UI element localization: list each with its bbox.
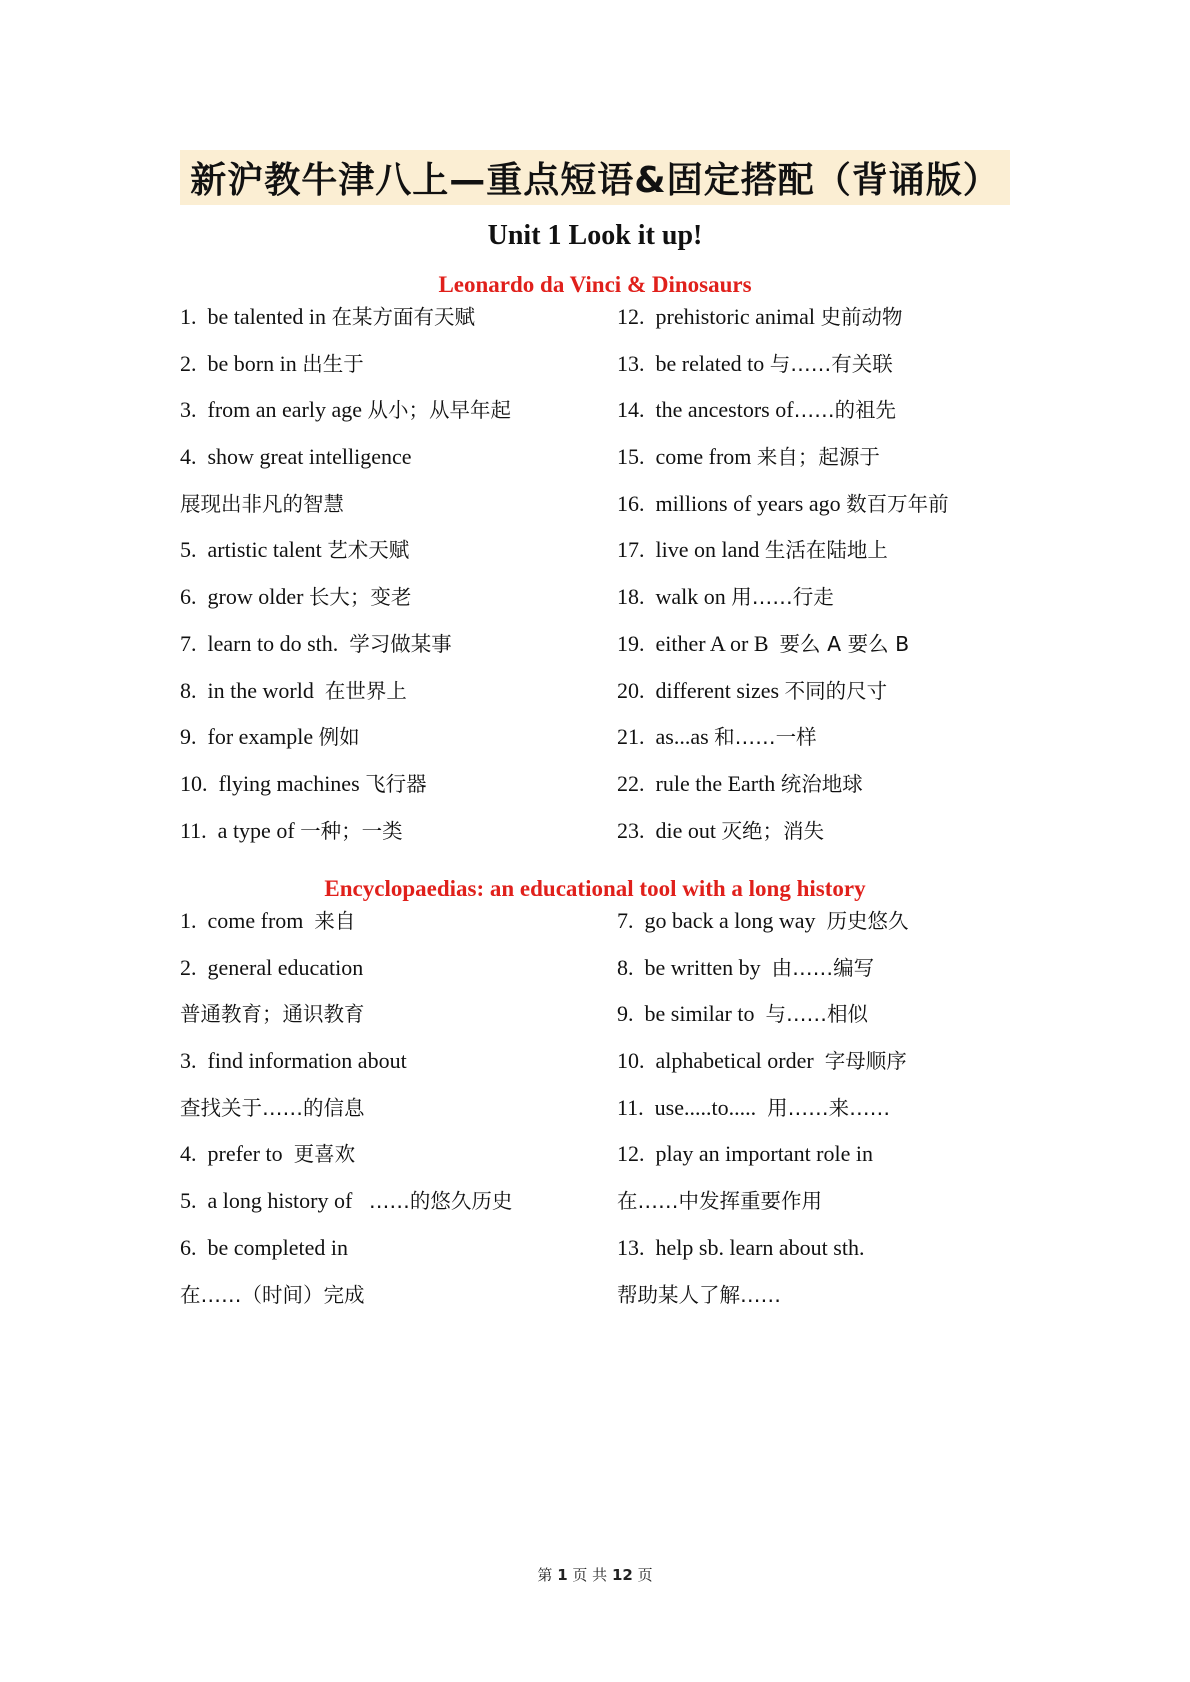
phrase-line (180, 668, 610, 715)
phrase-chinese: 更喜欢 (293, 1142, 356, 1167)
phrase-line (617, 1131, 1017, 1178)
phrase-english: 21. as...as (617, 724, 715, 750)
phrase-english: 11. a type of (180, 817, 301, 843)
phrase-line (180, 1178, 610, 1225)
phrase-chinese: 一种；一类 (300, 818, 403, 843)
footer-total-pages: 12 (611, 1566, 633, 1584)
footer-suffix: 页 (632, 1566, 653, 1584)
phrase-line (180, 1085, 610, 1132)
document-title-text: 新沪教牛津八上—重点短语&固定搭配（背诵版） (180, 150, 1009, 205)
phrase-english: 4. prefer to (180, 1141, 294, 1167)
phrase-chinese: 查找关于……的信息 (180, 1095, 365, 1120)
phrase-english: 9. for example (180, 724, 319, 750)
phrase-english: 18. walk on (617, 584, 732, 610)
section-heading-2: Encyclopaedias: an educational tool with a long history (324, 876, 866, 901)
phrase-chinese: 帮助某人了解…… (617, 1282, 781, 1307)
phrase-english: 11. use.....to..... (617, 1094, 768, 1120)
phrase-english: 10. flying machines (180, 770, 366, 796)
phrase-line (180, 1131, 610, 1178)
phrase-english: 3. find information about (180, 1048, 407, 1074)
phrase-chinese: 历史悠久 (826, 909, 909, 933)
phrase-line (180, 1225, 610, 1272)
section-2-left-column (180, 898, 610, 1318)
phrase-chinese: 展现出非凡的智慧 (180, 491, 344, 516)
phrase-chinese: 和……一样 (714, 725, 817, 750)
phrase-english: 2. general education (180, 954, 364, 980)
phrase-chinese: 学习做某事 (349, 631, 452, 656)
phrase-chinese: 来自 (314, 909, 356, 933)
phrase-english: 3. from an early age (180, 397, 368, 423)
phrase-line (180, 621, 610, 668)
phrase-line (180, 294, 610, 341)
phrase-english: 7. learn to do sth. (180, 630, 350, 656)
section-2-right-column (617, 898, 1017, 1318)
phrase-line (180, 808, 610, 855)
phrase-english: 5. a long history of (180, 1188, 369, 1214)
phrase-chinese: 在……中发挥重要作用 (617, 1189, 822, 1214)
phrase-english: 5. artistic talent (180, 537, 328, 563)
footer-prefix: 第 (537, 1566, 558, 1584)
phrase-chinese: 用……来…… (767, 1095, 891, 1120)
phrase-english: 6. grow older (180, 584, 309, 610)
phrase-english: 7. go back a long way (617, 908, 827, 933)
phrase-line (180, 434, 610, 481)
phrase-chinese: 与……有关联 (769, 351, 893, 376)
phrase-chinese: 艺术天赋 (327, 538, 410, 563)
phrase-line (617, 1038, 1017, 1085)
phrase-chinese: 飞行器 (365, 771, 427, 796)
phrase-english: 1. come from (180, 908, 315, 933)
section-1-right-column (617, 294, 1017, 854)
phrase-chinese: 字母顺序 (824, 1049, 907, 1074)
phrase-english: 20. different sizes (617, 677, 785, 703)
phrase-line (617, 1178, 1017, 1225)
phrase-line (617, 761, 1017, 808)
phrase-english: 8. be written by (617, 954, 772, 980)
phrase-english: 12. play an important role in (617, 1141, 873, 1167)
phrase-line (617, 714, 1017, 761)
phrase-chinese: 来自；起源于 (756, 445, 880, 470)
phrase-chinese: ……的祖先 (793, 398, 897, 423)
phrase-line (617, 527, 1017, 574)
phrase-chinese: ……的悠久历史 (368, 1189, 513, 1214)
phrase-line (617, 387, 1017, 434)
phrase-line (617, 898, 1017, 945)
phrase-line (180, 341, 610, 388)
phrase-chinese: 统治地球 (780, 771, 863, 796)
phrase-line (617, 945, 1017, 992)
phrase-english: 14. the ancestors of (617, 397, 794, 423)
phrase-line (180, 527, 610, 574)
phrase-english: 17. live on land (617, 537, 765, 563)
section-1-left-column (180, 294, 610, 854)
phrase-chinese: 普通教育；通识教育 (180, 1002, 365, 1027)
phrase-line (617, 434, 1017, 481)
phrase-english: 8. in the world (180, 677, 325, 703)
phrase-english: 2. be born in (180, 350, 303, 376)
phrase-chinese: 在某方面有天赋 (331, 305, 476, 329)
phrase-line (180, 761, 610, 808)
phrase-english: 9. be similar to (617, 1001, 766, 1027)
phrase-line (180, 945, 610, 992)
phrase-english: 10. alphabetical order (617, 1048, 825, 1074)
phrase-line (617, 1272, 1017, 1319)
phrase-chinese: 由……编写 (771, 955, 875, 980)
phrase-english: 1. be talented in (180, 304, 332, 329)
phrase-english: 15. come from (617, 444, 757, 470)
phrase-english: 4. show great intelligence (180, 444, 412, 470)
phrase-chinese: 在世界上 (324, 678, 407, 703)
phrase-line (617, 1225, 1017, 1272)
phrase-line (617, 668, 1017, 715)
phrase-line (617, 991, 1017, 1038)
phrase-english: 23. die out (617, 817, 722, 843)
phrase-chinese: 生活在陆地上 (764, 538, 888, 563)
phrase-chinese: 不同的尺寸 (784, 678, 888, 703)
phrase-line (180, 387, 610, 434)
phrase-line (180, 991, 610, 1038)
phrase-chinese: 在……（时间）完成 (180, 1282, 365, 1307)
phrase-line (180, 714, 610, 761)
phrase-chinese: 用……行走 (731, 585, 834, 610)
phrase-english: 6. be completed in (180, 1234, 349, 1260)
phrase-chinese: 从小；从早年起 (367, 398, 512, 423)
phrase-chinese: 史前动物 (820, 305, 903, 329)
section-heading-1: Leonardo da Vinci & Dinosaurs (438, 272, 752, 297)
phrase-line (617, 621, 1017, 668)
phrase-chinese: 与……相似 (765, 1002, 868, 1027)
footer-middle: 页 共 (567, 1566, 612, 1584)
footer-page-number: 1 (557, 1566, 568, 1584)
document-title (0, 150, 1190, 205)
phrase-chinese: 出生于 (302, 351, 364, 376)
phrase-chinese: 灭绝；消失 (721, 818, 824, 843)
phrase-line (180, 574, 610, 621)
phrase-chinese: 要么 A 要么 B (779, 631, 910, 656)
phrase-line (617, 481, 1017, 528)
phrase-line (617, 574, 1017, 621)
phrase-line (617, 808, 1017, 855)
phrase-line (180, 1272, 610, 1319)
unit-title: Unit 1 Look it up! (487, 220, 703, 251)
phrase-english: 13. help sb. learn about sth. (617, 1234, 865, 1260)
phrase-line (180, 1038, 610, 1085)
phrase-line (180, 481, 610, 528)
phrase-english: 12. prehistoric animal (617, 304, 821, 329)
phrase-english: 13. be related to (617, 350, 770, 376)
phrase-line (180, 898, 610, 945)
phrase-line (617, 341, 1017, 388)
phrase-chinese: 例如 (318, 725, 360, 750)
phrase-english: 19. either A or B (617, 630, 780, 656)
page-footer (0, 1564, 1190, 1585)
phrase-chinese: 数百万年前 (846, 491, 949, 516)
phrase-line (617, 294, 1017, 341)
phrase-line (617, 1085, 1017, 1132)
phrase-english: 22. rule the Earth (617, 770, 781, 796)
phrase-english: 16. millions of years ago (617, 490, 847, 516)
phrase-chinese: 长大；变老 (308, 585, 412, 610)
